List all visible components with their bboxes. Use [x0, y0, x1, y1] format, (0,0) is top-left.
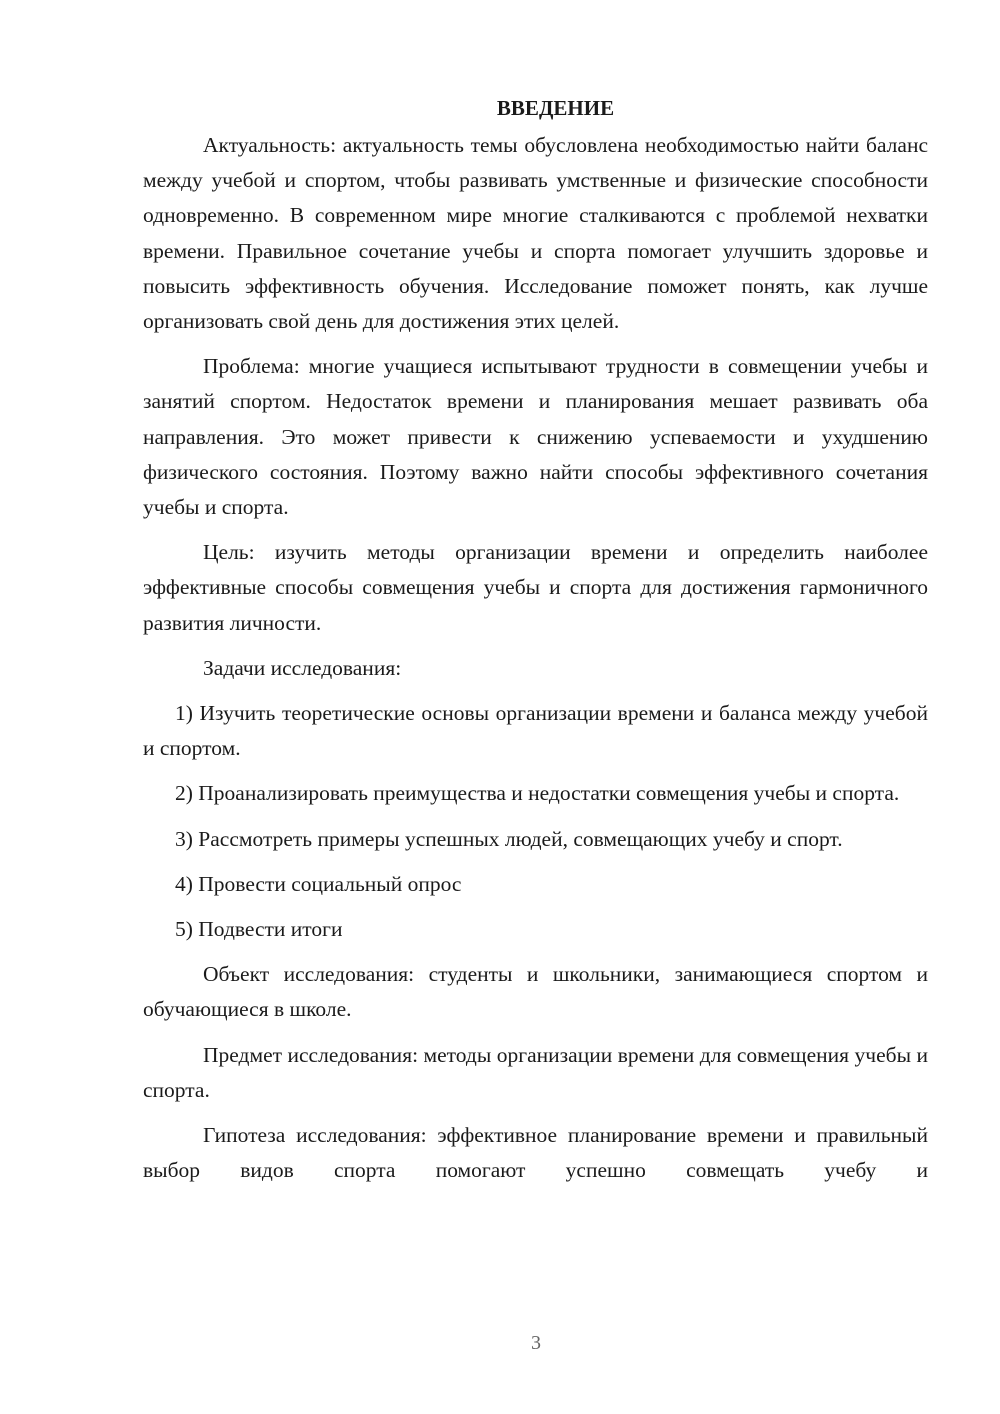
paragraph-hypothesis: Гипотеза исследования: эффективное планирование времени и правильный выбор видов спорта помогают успешно совмещать учебу и — [143, 1123, 928, 1183]
section-heading: ВВЕДЕНИЕ — [496, 96, 615, 120]
task-item-2: 2) Проанализировать преимущества и недостатки совмещения учебы и спорта. — [175, 781, 900, 806]
paragraph-subject: Предмет исследования: методы организации времени для совмещения учебы и спорта. — [143, 1042, 928, 1102]
task-item-3: 3) Рассмотреть примеры успешных людей, совмещающих учебу и спорт. — [175, 826, 843, 851]
task-item-4: 4) Провести социальный опрос — [175, 871, 462, 896]
paragraph-goal: Цель: изучить методы организации времени и определить наиболее эффективные способы совмещения учебы и спорта для достижения гармоничного развития личности. — [143, 540, 928, 635]
paragraph-object: Объект исследования: студенты и школьники, занимающиеся спортом и обучающиеся в школе. — [143, 962, 928, 1022]
paragraph-relevance: Актуальность: актуальность темы обусловлена необходимостью найти баланс между учебой и спортом, чтобы развивать умственные и физические способности одновременно. В современном мире многие сталкиваются с проблемой нехватки времени. Правильное сочетание учебы и спорта помогает улучшить здоровье и повысить эффективность обучения. Исследование поможет понять, как лучше организовать свой день для достижения этих целей. — [143, 133, 928, 334]
task-item-5: 5) Подвести итоги — [175, 917, 343, 942]
task-item-1: 1) Изучить теоретические основы организации времени и баланса между учебой и спортом. — [143, 701, 928, 761]
document-page — [143, 92, 928, 1198]
paragraph-problem: Проблема: многие учащиеся испытывают трудности в совмещении учебы и занятий спортом. Недостаток времени и планирования мешает развивать оба направления. Это может привести к снижению успеваемости и ухудшению физического состояния. Поэтому важно найти способы эффективного сочетания учебы и спорта. — [143, 354, 928, 520]
tasks-title: Задачи исследования: — [203, 655, 402, 680]
page-number: 3 — [531, 1332, 541, 1354]
